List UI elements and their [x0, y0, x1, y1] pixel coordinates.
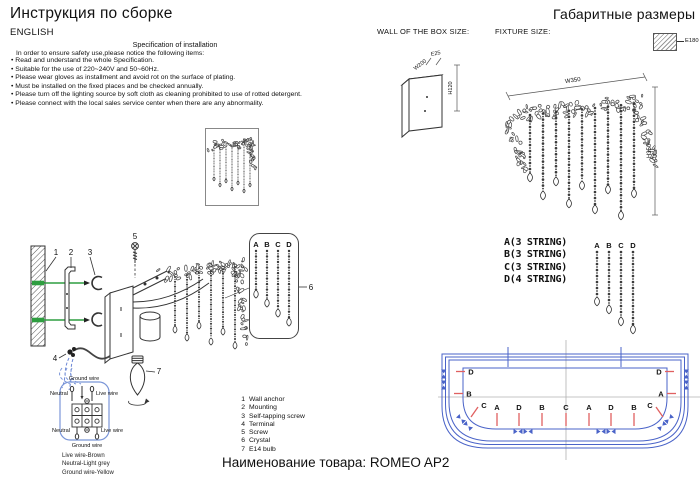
page-title: Инструкция по сборке — [10, 5, 173, 22]
wire-ends-top — [70, 386, 93, 401]
part-number-7: 7 — [156, 367, 162, 376]
string-spec-b: B(3 STRING) — [504, 249, 567, 261]
pos-corner-right-c: C — [647, 401, 653, 410]
spec-item: • Please connect with the local sales service center when there are any abnormality. — [11, 100, 302, 109]
top-view-diagram — [438, 338, 700, 462]
string-spec-d: D(4 STRING) — [504, 273, 567, 285]
string-label-c: C — [618, 241, 624, 250]
spec-item: • Read and understand the whole Specification. — [11, 57, 302, 66]
part-name: Self-tapping screw — [249, 412, 305, 420]
parts-row — [236, 421, 305, 429]
part-number-4: 4 — [52, 354, 58, 363]
spec-item: • Must be installed on the fixed places and be checked annually. — [11, 83, 302, 92]
self-tapping-screw-icon — [92, 277, 102, 290]
dim-w200: W200 — [412, 58, 428, 73]
part-num: 5 — [241, 429, 245, 437]
spec-heading: Specification of installation — [132, 40, 218, 49]
part-num: 6 — [241, 437, 245, 445]
string-label-d: D — [286, 240, 292, 249]
part-name: Terminal — [249, 420, 275, 428]
wiring-diagram — [40, 368, 190, 456]
ground-wire-top-label: Ground wire — [68, 376, 100, 382]
string-label-d: D — [630, 241, 636, 250]
part-number-1: 1 — [53, 248, 59, 257]
string-spec-list — [504, 237, 567, 286]
spec-intro: In order to ensure safety use,please notice the following items: — [16, 49, 205, 57]
crystal-strings-box — [246, 230, 324, 342]
fixture-size-drawing — [495, 65, 685, 235]
bracket-hole — [66, 293, 68, 295]
pos-bottom: A — [494, 403, 500, 412]
part-number-6: 6 — [308, 283, 314, 292]
string-label-b: B — [606, 241, 612, 250]
parts-row — [236, 413, 305, 421]
e180-leader — [677, 41, 684, 42]
wall-hatch — [31, 246, 45, 346]
pos-left-b: B — [466, 389, 472, 399]
part-num: 1 — [241, 396, 245, 403]
product-thumbnail — [205, 128, 259, 206]
product-name: Наименование товара: ROMEO AP2 — [222, 455, 450, 470]
dim-e25: E25 — [430, 50, 442, 58]
neutral-bottom-label: Neutral — [51, 428, 70, 434]
parts-row — [236, 429, 305, 437]
terminal-part-icon — [67, 347, 76, 357]
string-spec-a: A(3 STRING) — [504, 237, 567, 248]
dim-w350: W350 — [564, 76, 582, 86]
pos-left-d: D — [468, 367, 474, 377]
string-label-a: A — [253, 240, 259, 249]
parts-row — [236, 404, 305, 412]
pos-right-a: A — [658, 389, 664, 399]
hatch-swatch — [653, 33, 677, 51]
spec-item: • Please wear gloves as installment and avoid rot on the surface of plating. — [11, 74, 302, 83]
string-label-b: B — [264, 240, 270, 249]
box-hole — [424, 110, 426, 112]
dim-h350: H350 — [647, 143, 653, 159]
string-label-c: C — [275, 240, 281, 249]
spec-list — [11, 57, 302, 109]
parts-row — [236, 437, 305, 445]
screw-part-icon — [132, 243, 139, 278]
fixture-size-heading: FIXTURE SIZE: — [495, 27, 551, 36]
live-wire-bottom-label: Live wire — [101, 428, 124, 434]
part-number-2: 2 — [68, 248, 74, 257]
dim-h120: H120 — [448, 81, 454, 95]
part-num: 2 — [241, 404, 245, 412]
part-name: Crystal — [249, 437, 271, 445]
box-hole — [426, 96, 428, 98]
wire-color-legend — [62, 452, 114, 477]
pos-bottom: A — [586, 403, 592, 412]
dimensions-title: Габаритные размеры — [553, 6, 696, 22]
string-spec-c: C(3 STRING) — [504, 261, 567, 273]
pos-corner-left-c: C — [481, 401, 487, 410]
ground-wire-bottom-label: Ground wire — [71, 443, 103, 449]
spec-item: • Please turn off the lighting source by soft cloth as cleaning prohibited to use of rotted detergent. — [11, 91, 302, 100]
e180-label: E180 — [685, 38, 699, 44]
legend-neutral: Neutral-Light grey — [62, 461, 110, 468]
part-name: Wall anchor — [249, 396, 285, 403]
string-position-ticks — [454, 372, 676, 427]
part-num: 4 — [241, 420, 245, 428]
bracket-hole — [66, 307, 68, 309]
parts-list — [236, 396, 305, 454]
legend-ground: Ground wire-Yellow — [62, 469, 114, 476]
spec-item: • Suitable for the use of 220~240V and 50~60Hz. — [11, 66, 302, 75]
pos-bottom: D — [516, 403, 522, 412]
pos-bottom: D — [608, 403, 614, 412]
part-num: 3 — [241, 412, 245, 420]
language-label: ENGLISH — [10, 27, 54, 38]
parts-row — [236, 446, 305, 454]
part-name: Mounting — [249, 404, 277, 412]
legend-live: Live wire-Brown — [62, 453, 105, 459]
crystal-strings-right — [590, 234, 662, 352]
power-wire — [73, 348, 110, 358]
box-3d — [402, 75, 442, 137]
self-tapping-screw-icon — [92, 313, 102, 326]
live-wire-top-label: Live wire — [96, 391, 119, 397]
frame-outlines — [442, 347, 688, 448]
parts-row — [236, 396, 305, 404]
part-number-5: 5 — [132, 232, 138, 241]
part-name: Screw — [249, 429, 268, 437]
wall-box-drawing — [395, 45, 495, 145]
part-number-3: 3 — [87, 248, 93, 257]
wall-box-size-heading: WALL OF THE BOX SIZE: — [377, 27, 470, 36]
part-num: 7 — [241, 445, 245, 453]
pos-bottom: B — [539, 403, 545, 412]
pos-bottom: B — [631, 403, 637, 412]
pos-right-d: D — [656, 367, 662, 377]
thumbnail-fixture-drawing — [206, 129, 260, 207]
string-position-letters — [466, 368, 664, 413]
pos-bottom: C — [563, 403, 569, 412]
fixture-body — [105, 271, 209, 363]
string-label-a: A — [594, 241, 600, 250]
part-name: E14 bulb — [249, 445, 276, 453]
neutral-top-label: Neutral — [49, 391, 68, 397]
